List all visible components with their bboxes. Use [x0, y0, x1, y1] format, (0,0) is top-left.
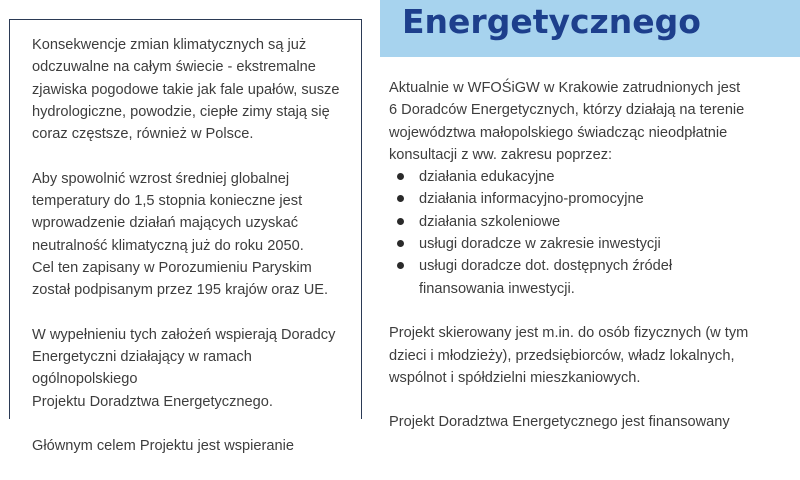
list-item-label: działania informacyjno-promocyjne [419, 191, 644, 208]
paragraph-spacer [389, 389, 794, 411]
list-item [419, 255, 794, 300]
bullet-icon [397, 218, 404, 225]
list-item-label: działania szkoleniowe [419, 213, 561, 230]
paragraph-target-audience: Projekt skierowany jest m.in. do osób fizycznych (w tym dzieci i młodzieży), przedsiębiorców, władz lokalnych, wspólnot i spółdzielni mieszkaniowych. [389, 325, 749, 386]
paragraph-climate-consequences: Konsekwencje zmian klimatycznych są już odczuwalne na całym świecie - ekstremalne zjawiska pogodowe takie jak fale upałów, susze hydrologiczne, powodzie, ciepłe zimy stają się coraz częstsze, również w Polsce. [32, 37, 340, 143]
services-list [389, 166, 794, 300]
paragraph-temperature-goal: Aby spowolnić wzrost średniej globalnej temperatury do 1,5 stopnia konieczne jest wprowadzenie działań mających uzyskać neutralność klimatyczną już do roku 2050. Cel ten zapisany w Porozumieniu Paryskim został podpisanym przez 195 krajów oraz UE. [32, 170, 329, 299]
list-item-label: działania edukacyjne [419, 169, 555, 186]
left-column-text [32, 34, 352, 480]
header-title: Energetycznego [402, 2, 701, 41]
list-item-label: usługi doradcze w zakresie inwestycji [419, 236, 661, 253]
paragraph-energy-advisors: W wypełnieniu tych założeń wspierają Doradcy Energetyczni działający w ramach ogólnopolskiego Projektu Doradztwa Energetycznego. [32, 326, 336, 410]
bullet-icon [397, 173, 404, 180]
list-item [419, 233, 794, 255]
paragraph-financing: Projekt Doradztwa Energetycznego jest finansowany [389, 414, 730, 431]
bullet-icon [397, 240, 404, 247]
list-item [419, 166, 794, 188]
list-item-label: usługi doradcze dot. dostępnych źródeł finansowania inwestycji. [419, 258, 673, 297]
header-banner [380, 0, 800, 57]
bullet-icon [397, 262, 404, 269]
bullet-icon [397, 195, 404, 202]
right-column-text [389, 77, 794, 434]
paragraph-advisors-intro: Aktualnie w WFOŚiGW w Krakowie zatrudnionych jest 6 Doradców Energetycznych, którzy działają na terenie województwa małopolskiego świadcząc nieodpłatnie konsultacji z ww. zakresu poprzez: [389, 80, 745, 163]
paragraph-project-goal: Głównym celem Projektu jest wspieranie [32, 438, 294, 455]
list-item [419, 188, 794, 210]
list-item [419, 211, 794, 233]
